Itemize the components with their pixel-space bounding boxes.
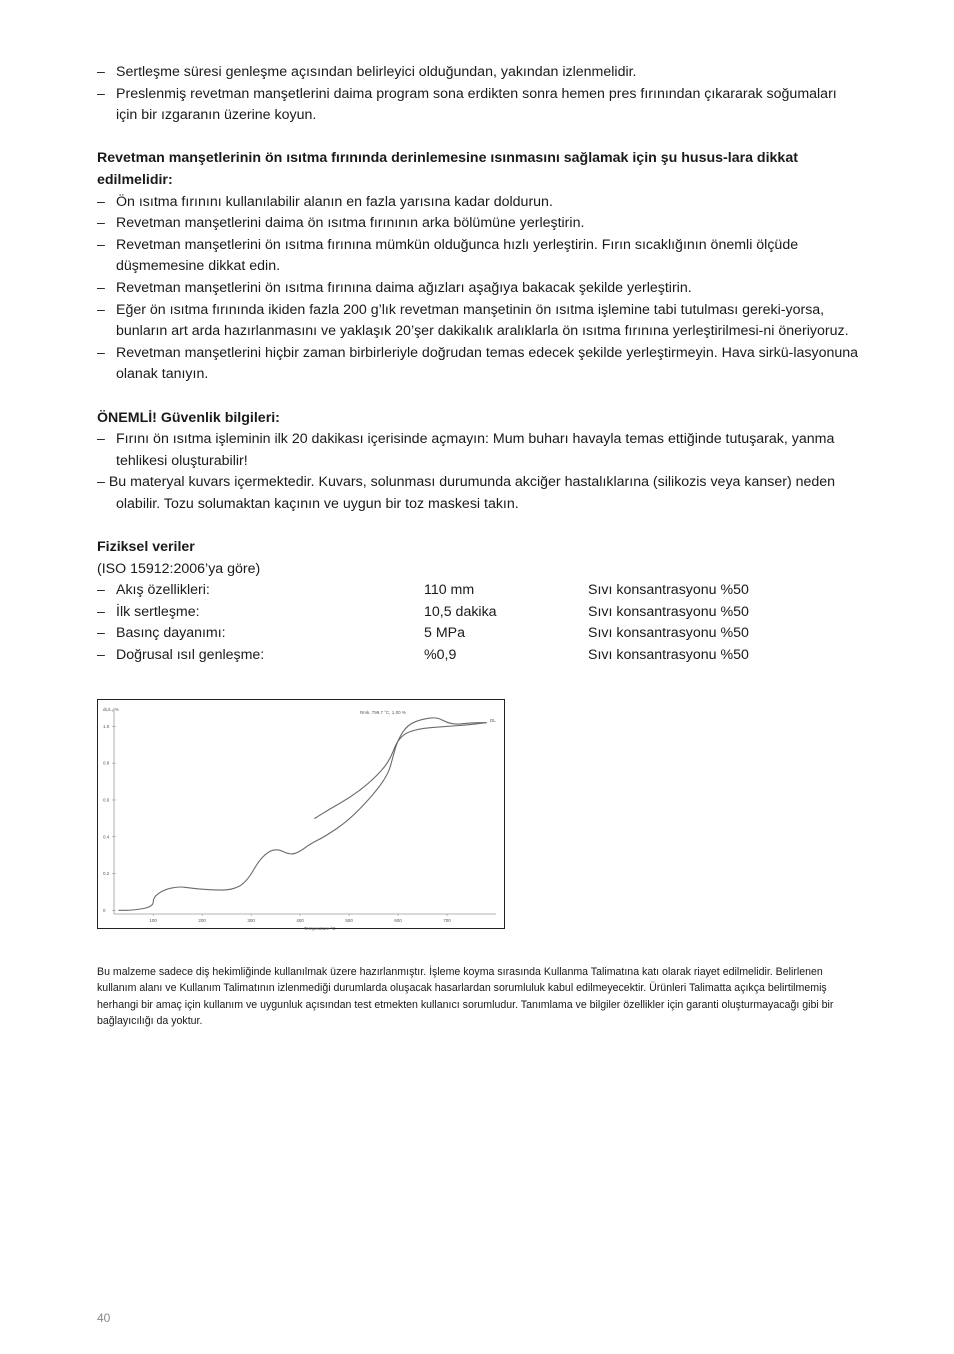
x-tick-label: 300 [247,918,255,923]
table-row: – Doğrusal ısıl genleşme: %0,9 Sıvı konsantrasyonu %50 [97,645,859,667]
list-item: – Revetman manşetlerini hiçbir zaman birbirleriyle doğrudan temas edecek şekilde yerleştirmeyin. Hava sirkü-lasyonuna olanak tanıyın. [97,344,859,383]
x-tick-label: 100 [149,918,157,923]
safety-heading: ÖNEMLİ! Güvenlik bilgileri: [97,409,280,426]
safety-list [97,429,859,515]
row-note: Sıvı konsantrasyonu %50 [588,603,749,620]
row-value: 10,5 dakika [424,603,497,620]
y-tick-label: 0.4 [103,834,110,840]
physical-heading: Fiziksel veriler [97,539,195,556]
thermal-expansion-chart [97,699,505,929]
list-item: – Fırını ön ısıtma işleminin ilk 20 dakikası içerisinde açmayın: Mum buharı havayla temas ettiğinde tutuşarak, yanma tehlikesi oluşturabilir! [97,431,835,469]
chart-svg [98,700,504,931]
list-item: – Sertleşme süresi genleşme açısından belirleyici olduğundan, yakından izlenmelidir. [97,64,637,80]
preheat-heading: Revetman manşetlerinin ön ısıtma fırınında derinlemesine ısınmasını sağlamak için şu husus-lara dikkat edilmelidir: [97,150,798,188]
x-tick-label: 500 [345,918,353,923]
page-number: 40 [97,1311,111,1325]
row-label: Akış özellikleri: [116,582,210,599]
y-tick-label: 0.8 [103,760,110,766]
x-tick-label: 700 [443,918,451,923]
table-row: – Akış özellikleri: 110 mm Sıvı konsantrasyonu %50 [97,580,859,602]
table-row: – Basınç dayanımı: 5 MPa Sıvı konsantrasyonu %50 [97,623,859,645]
row-label: Basınç dayanımı: [116,625,226,642]
list-item: – Eğer ön ısıtma fırınında ikiden fazla 200 g’lık revetman manşetinin ön ısıtma işlemine tabi tutulması gereki-yorsa, bunların art arda hazırlanmasını ve yaklaşık 20’şer dakikalık aralıklarla ön ısıtma fırınına yerleştirilmesi-ni öneriyoruz. [97,301,849,340]
row-note: Sıvı konsantrasyonu %50 [588,647,749,664]
list-item: – Preslenmiş revetman manşetlerini daima program sona erdikten sonra hemen pres fırınından çıkararak soğumaları için bir ızgaranın üzerine koyun. [97,85,837,124]
x-tick-label: 200 [198,918,206,923]
list-item: – Revetman manşetlerini ön ısıtma fırınına daima ağızları aşağıya bakacak şekilde yerleştirin. [97,279,692,296]
preheat-list [97,192,859,386]
row-value: %0,9 [424,647,457,664]
x-axis-label: Temperature °C [304,926,336,931]
list-item: – Revetman manşetlerini daima ön ısıtma fırınının arka bölümüne yerleştirin. [97,215,585,232]
table-row: – İlk sertleşme: 10,5 dakika Sıvı konsantrasyonu %50 [97,602,859,624]
y-axis-label: dL/L₀ % [103,707,119,712]
chart-annotation: Rmk. 799.7 °C, 1.00 % [360,710,406,715]
list-item: – Ön ısıtma fırınını kullanılabilir alanın en fazla yarısına kadar doldurun. [97,193,553,210]
row-label: Doğrusal ısıl genleşme: [116,647,265,664]
document-body [97,62,859,667]
physical-subheading: (ISO 15912:2006’ya göre) [97,560,261,577]
list-item: – Bu materyal kuvars içermektedir. Kuvars, solunması durumunda akciğer hastalıklarına (silikozis veya kanser) neden olabilir. Tozu solumaktan kaçının ve uygun bir toz maskesi takın. [97,474,836,512]
y-tick-label: 0.6 [103,797,110,803]
row-value: 110 mm [424,582,475,599]
row-note: Sıvı konsantrasyonu %50 [588,625,749,642]
physical-table [97,580,859,666]
x-tick-label: 400 [296,918,304,923]
row-note: Sıvı konsantrasyonu %50 [588,582,749,599]
y-tick-label: 1.0 [103,723,110,729]
y-tick-label: 0 [103,907,106,913]
row-value: 5 MPa [424,625,466,642]
row-label: İlk sertleşme: [116,603,200,620]
list-item: – Revetman manşetlerini ön ısıtma fırınına mümkün olduğunca hızlı yerleştirin. Fırın sıcaklığının önemli ölçüde düşmemesine dikkat edin. [97,236,799,275]
series-line-heating [119,718,486,910]
intro-list [97,62,859,127]
disclaimer: Bu malzeme sadece diş hekimliğinde kullanılmak üzere hazırlanmıştır. İşleme koyma sırasında Kullanma Talimatına katı olarak riayet edilmelidir. Belirlenen kullanım alanı ve Kullanım Talimatının izlenmediği durumlarda oluşacak hasarlardan sorumluluk kabul edilmeyecektir. Ürünleri Talimatta açıkça belirtilmemiş herhangi bir amaç için kullanım ve uygunluk açısından test etmekten kullanıcı sorumludur. Tanımlama ve bilgiler özellikler için garanti oluşturmayacağı gibi bir bağlayıcılığı da yoktur. [97,966,834,1027]
curve-end-label: DL [490,718,496,723]
y-tick-label: 0.2 [103,871,110,877]
x-tick-label: 600 [394,918,402,923]
